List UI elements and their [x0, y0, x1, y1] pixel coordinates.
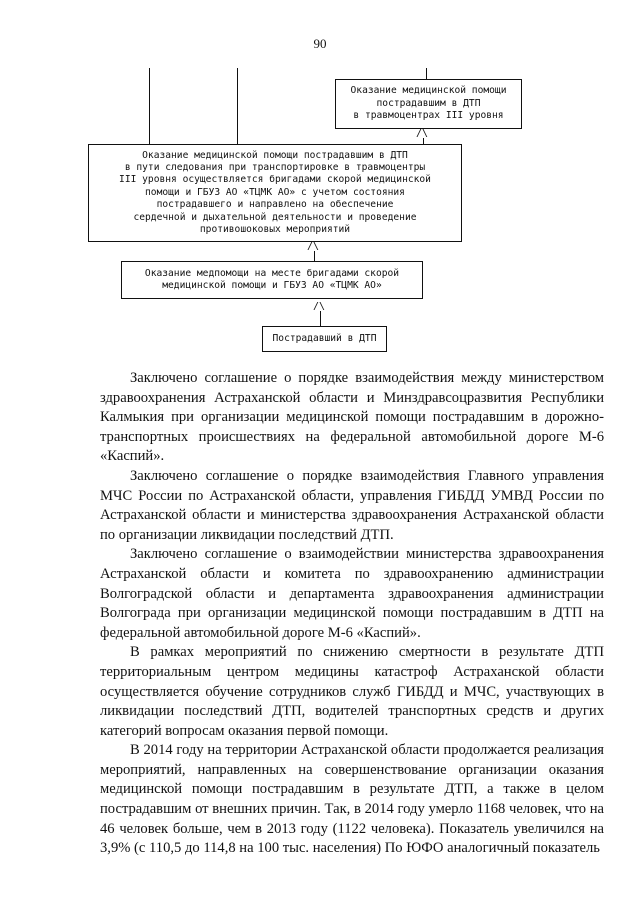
flow-box-line: Оказание медицинской помощи — [350, 85, 507, 97]
connector-line — [314, 251, 315, 261]
flow-box-victim — [262, 326, 387, 352]
paragraph: В 2014 году на территории Астраханской области продолжается реализация мероприятий, направленных на совершенствование организации оказания медицинской помощи пострадавшим в результате ДТП, а также в целом пострадавшим от внешних причин. Так, в 2014 году умерло 1168 человек, что на 46 человек больше, чем в 2013 году (1122 человека). Показатель увеличился на 3,9% (с 110,5 до 114,8 на 100 тыс. населения) По ЮФО аналогичный показатель — [100, 742, 604, 857]
flow-arrow-up: /\ — [416, 128, 429, 139]
paragraph: Заключено соглашение о взаимодействии министерства здравоохранения Астраханской области и комитета по здравоохранению администрации Волгоградской области и департамента здравоохранения администрации Волгограда при организации медицинской помощи пострадавшим в ДТП на федеральной автомобильной дороге М-6 «Каспий». — [100, 546, 604, 641]
paragraph: Заключено соглашение о порядке взаимодействия Главного управления МЧС России по Астраханской области, управления ГИБДД УМВД России по Астраханской области и министерства здравоохранения Астраханской области по организации ликвидации последствий ДТП. — [100, 467, 604, 543]
flow-box-line: Оказание медпомощи на месте бригадами скорой — [144, 267, 400, 279]
flow-arrow-up: /\ — [313, 301, 326, 312]
flow-box-line: Оказание медицинской помощи пострадавшим в ДТП — [142, 149, 408, 161]
connector-line — [320, 311, 321, 326]
flow-box-transport — [88, 144, 462, 242]
flow-box-line: в травмоцентрах III уровня — [353, 110, 504, 122]
connector-line-left — [149, 68, 150, 144]
flow-box-line: III уровня осуществляется бригадами скорой медицинской — [119, 174, 431, 186]
paragraph: Заключено соглашение о порядке взаимодействия между министерством здравоохранения Астраханской области и Минздравсоцразвития Республики Калмыкия при организации медицинской помощи пострадавшим в дорожно-транспортных происшествиях на федеральной автомобильной дороге М-6 «Каспий». — [100, 370, 604, 465]
flow-box-line: в пути следования при транспортировке в травмоцентры — [124, 161, 426, 173]
page-number: 90 — [313, 36, 327, 51]
flow-box-line: медицинской помощи и ГБУЗ АО «ТЦМК АО» — [162, 280, 382, 291]
flow-box-line: пострадавшим в ДТП — [376, 97, 481, 109]
flow-box-line: Пострадавший в ДТП — [272, 332, 377, 344]
connector-line-middle — [237, 68, 238, 144]
flow-arrow-up: /\ — [307, 241, 320, 252]
flow-box-on-site — [121, 261, 423, 299]
flow-box-line: сердечной и дыхательной деятельности и проведение — [133, 211, 417, 223]
paragraph: В рамках мероприятий по снижению смертности в результате ДТП территориальным центром медицины катастроф Астраханской области осуществляется обучение сотрудников служб ГИБДД и МЧС, участвующих в ликвидации последствий ДТП, водителей транспортных средств и других категорий вопросам оказания первой помощи. — [100, 644, 604, 739]
flow-box-trauma-centers — [335, 79, 522, 129]
body-text — [100, 369, 604, 859]
flow-box-line: противошоковых мероприятий — [199, 224, 351, 236]
flow-box-line: пострадавшего и направлено на обеспечение — [156, 199, 394, 211]
flow-box-line: помощи и ГБУЗ АО «ТЦМК АО» с учетом состояния — [145, 186, 405, 198]
